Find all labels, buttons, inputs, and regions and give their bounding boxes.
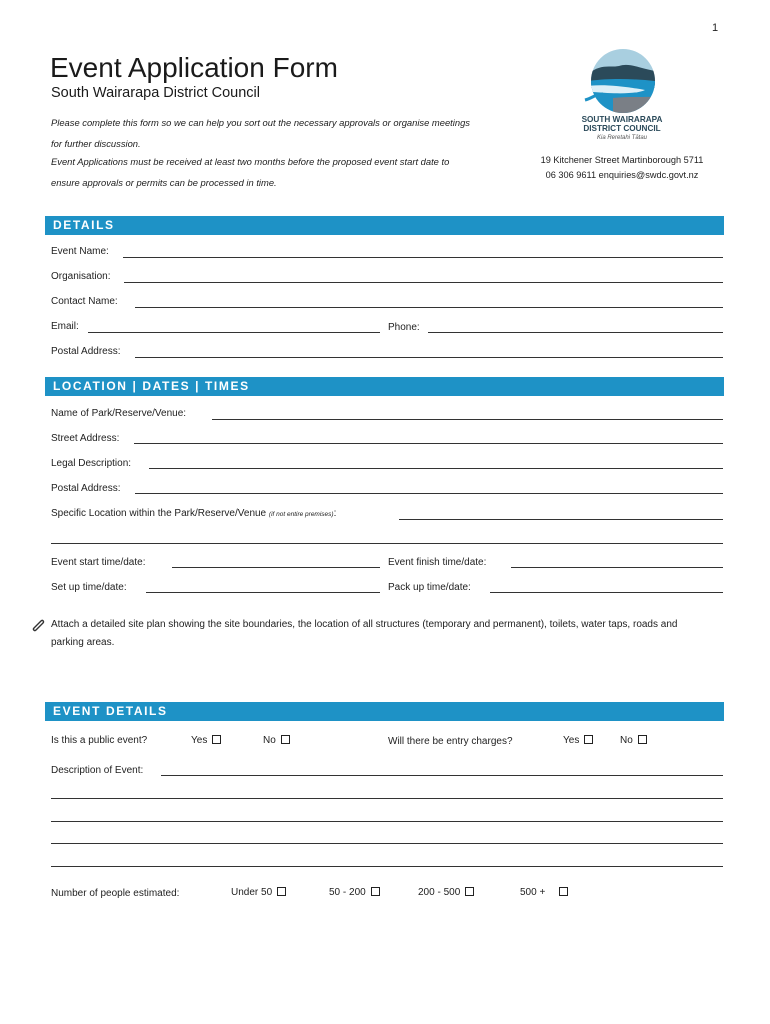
logo-line-1: SOUTH WAIRARAPA — [581, 115, 663, 124]
council-logo-icon — [583, 48, 663, 114]
intro-text-2: Event Applications must be received at least two months before the proposed event start date to ensure approvals or permits can be processed in time. — [51, 156, 450, 188]
council-name: South Wairarapa District Council — [51, 85, 260, 101]
500-plus-label: 500 + — [520, 887, 546, 898]
event-finish-field[interactable] — [511, 567, 723, 568]
under-50-option[interactable] — [231, 887, 286, 898]
contact-name-field[interactable] — [135, 307, 723, 308]
paperclip-icon — [29, 617, 47, 635]
organisation-field[interactable] — [124, 282, 723, 283]
email-field[interactable] — [88, 332, 380, 333]
200-500-label: 200 - 500 — [418, 887, 461, 898]
street-address-label: Street Address: — [51, 433, 120, 444]
council-address: 19 Kitchener Street Martinborough 5711 — [540, 155, 704, 165]
venue-field[interactable] — [212, 419, 723, 420]
50-200-option[interactable] — [329, 887, 380, 898]
phone-field[interactable] — [428, 332, 723, 333]
location-postal-field[interactable] — [135, 493, 723, 494]
specific-location-label — [51, 508, 336, 519]
event-finish-label: Event finish time/date: — [388, 557, 487, 568]
email-label: Email: — [51, 321, 79, 332]
page-number: 1 — [712, 22, 719, 34]
street-address-field[interactable] — [134, 443, 723, 444]
details-heading: DETAILS — [45, 216, 724, 235]
description-field-4[interactable] — [51, 843, 723, 844]
location-heading: LOCATION | DATES | TIMES — [45, 377, 724, 396]
postal-address-field[interactable] — [135, 357, 723, 358]
50-200-label: 50 - 200 — [329, 887, 366, 898]
description-field-2[interactable] — [51, 798, 723, 799]
specific-location-colon: : — [333, 508, 337, 519]
event-start-label: Event start time/date: — [51, 557, 146, 568]
public-yes-option[interactable] — [191, 735, 221, 746]
specific-location-field-2[interactable] — [51, 543, 723, 544]
council-phone-email: 06 306 9611 enquiries@swdc.govt.nz — [545, 170, 699, 180]
event-start-field[interactable] — [172, 567, 380, 568]
event-name-field[interactable] — [123, 257, 723, 258]
entry-no-option[interactable] — [620, 735, 647, 746]
description-label: Description of Event: — [51, 765, 144, 776]
500-plus-checkbox[interactable] — [559, 887, 568, 896]
entry-yes-checkbox[interactable] — [584, 735, 593, 744]
public-no-option[interactable] — [263, 735, 290, 746]
500-plus-option[interactable] — [520, 887, 568, 898]
legal-description-label: Legal Description: — [51, 458, 132, 469]
under-50-label: Under 50 — [231, 887, 273, 898]
packup-label: Pack up time/date: — [388, 582, 471, 593]
description-field-5[interactable] — [51, 866, 723, 867]
entry-no-label: No — [620, 735, 633, 746]
200-500-checkbox[interactable] — [465, 887, 474, 896]
50-200-checkbox[interactable] — [371, 887, 380, 896]
200-500-option[interactable] — [418, 887, 474, 898]
setup-label: Set up time/date: — [51, 582, 127, 593]
entry-yes-option[interactable] — [563, 735, 593, 746]
public-no-checkbox[interactable] — [281, 735, 290, 744]
public-no-label: No — [263, 735, 276, 746]
venue-label: Name of Park/Reserve/Venue: — [51, 408, 187, 419]
site-plan-note: Attach a detailed site plan showing the site boundaries, the location of all structures (temporary and permanent), toilets, water taps, roads and parking areas. — [51, 619, 678, 648]
entry-no-checkbox[interactable] — [638, 735, 647, 744]
organisation-label: Organisation: — [51, 271, 111, 282]
setup-field[interactable] — [146, 592, 380, 593]
specific-location-note: (if not entire premises) — [268, 511, 334, 518]
people-estimate-question: Number of people estimated: — [51, 888, 180, 899]
postal-address-label: Postal Address: — [51, 346, 121, 357]
description-field-3[interactable] — [51, 821, 723, 822]
entry-yes-label: Yes — [563, 735, 580, 746]
specific-location-field[interactable] — [399, 519, 723, 520]
location-postal-label: Postal Address: — [51, 483, 121, 494]
description-field-1[interactable] — [161, 775, 723, 776]
public-yes-label: Yes — [191, 735, 208, 746]
contact-name-label: Contact Name: — [51, 296, 118, 307]
event-details-heading: EVENT DETAILS — [45, 702, 724, 721]
phone-label: Phone: — [388, 322, 420, 333]
under-50-checkbox[interactable] — [277, 887, 286, 896]
logo-line-2: DISTRICT COUNCIL — [583, 124, 661, 133]
specific-location-text: Specific Location within the Park/Reserve/Venue — [51, 508, 267, 519]
packup-field[interactable] — [490, 592, 723, 593]
entry-charges-question: Will there be entry charges? — [388, 736, 513, 747]
form-title: Event Application Form — [50, 52, 338, 83]
public-yes-checkbox[interactable] — [212, 735, 221, 744]
legal-description-field[interactable] — [149, 468, 723, 469]
event-name-label: Event Name: — [51, 246, 109, 257]
logo-wordmark — [570, 115, 674, 143]
public-event-question: Is this a public event? — [51, 735, 148, 746]
intro-text-1: Please complete this form so we can help you sort out the necessary approvals or organise meetings for further discussion. — [51, 117, 470, 149]
logo-tagline: Kia Reretahi Tātau — [596, 135, 648, 141]
